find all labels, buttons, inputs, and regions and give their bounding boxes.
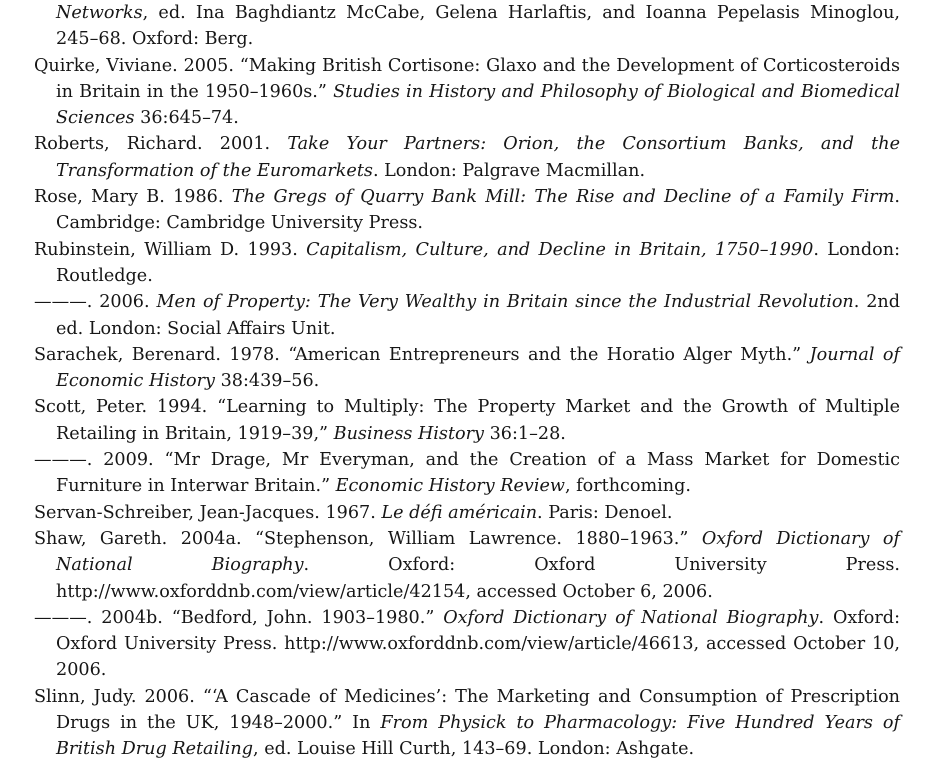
reference-entry [34,289,900,342]
reference-title-text: Men of Property: The Very Wealthy in Britain since the Industrial Revolution [156,292,854,313]
reference-text: , ed. Louise Hill Curth, 143–69. London: Ashgate. [253,739,695,760]
reference-text: 38:439–56. [214,371,320,392]
reference-text: 36:1–28. [483,423,566,444]
reference-text: Quirke, Viviane. 2005. “Making British Cortisone: Glaxo and the Development of Corticosteroids in Britain in the 1950–1960s.” [34,55,900,102]
reference-title-text: Take Your Partners: Orion, the Consortium Banks, and the Transformation of the Euromarkets [56,134,900,181]
reference-entry [34,53,900,132]
reference-text: Roberts, Richard. 2001. [34,134,288,155]
reference-title-text: Economic History Review [335,476,565,497]
reference-entry [34,394,900,447]
reference-title-text: Journal of Economic History [56,344,900,392]
reference-text: Rubinstein, William D. 1993. [34,239,307,260]
reference-text: 36:645–74. [134,108,239,129]
reference-title-text: Business History [333,423,484,444]
reference-text: Scott, Peter. 1994. “Learning to Multiply: The Property Market and the Growth of Multiple Retailing in Britain, 1919–39,” [34,397,900,444]
reference-title-text: Le défi américain [381,502,538,523]
reference-text: . Paris: Denoel. [537,502,673,523]
reference-title-text: Capitalism, Culture, and Decline in Britain, 1750–1990 [306,239,814,260]
reference-entry [34,0,900,53]
reference-entry [34,184,900,237]
reference-title-text: The Gregs of Quarry Bank Mill: The Rise and Decline of a Family Firm [231,187,895,208]
reference-text: ———. 2006. [34,292,157,313]
reference-title-text: Studies in History and Philosophy of Biological and Biomedical Sciences [56,81,900,129]
reference-entry [34,526,900,605]
reference-text: . Oxford: Oxford University Press. http://www.oxforddnb.com/view/article/46613, accessed October 10, 2006. [56,607,900,681]
reference-entry [34,131,900,184]
reference-text: . Cambridge: Cambridge University Press. [56,187,900,234]
reference-title-text: Oxford Dictionary of National Biography [443,607,819,628]
reference-title-text: Networks [56,3,143,23]
reference-text: Slinn, Judy. 2006. “‘A Cascade of Medicines’: The Marketing and Consumption of Prescription Drugs in the UK, 1948–2000.” In [34,686,900,734]
reference-title-text: From Physick to Pharmacology: Five Hundred Years of British Drug Retailing [56,713,900,760]
reference-text: . Oxford: Oxford University Press. http://www.oxforddnb.com/view/article/42154, accessed October 6, 2006. [56,555,900,602]
reference-text: Servan-Schreiber, Jean-Jacques. 1967. [34,502,382,523]
reference-text: ———. 2009. “Mr Drage, Mr Everyman, and the Creation of a Mass Market for Domestic Furniture in Interwar Britain.” [34,450,900,497]
reference-text: . London: Palgrave Macmillan. [372,160,646,181]
reference-text: , ed. Ina Baghdiantz McCabe, Gelena Harlaftis, and Ioanna Pepelasis Minoglou, 245–68. Oxford: Berg. [56,3,900,50]
reference-text: . 2nd ed. London: Social Affairs Unit. [56,292,900,339]
reference-text: Sarachek, Berenard. 1978. “American Entrepreneurs and the Horatio Alger Myth.” [34,344,810,365]
reference-text: , forthcoming. [564,476,691,497]
reference-title-text: Oxford Dictionary of National Biography [56,528,900,576]
reference-entry [34,605,900,684]
reference-text: Shaw, Gareth. 2004a. “Stephenson, William Lawrence. 1880–1963.” [34,528,702,549]
reference-entry [34,500,900,526]
reference-entry [34,447,900,500]
reference-text: . London: Routledge. [56,239,900,286]
reference-text: ———. 2004b. “Bedford, John. 1903–1980.” [34,607,444,628]
reference-text: Rose, Mary B. 1986. [34,187,232,208]
reference-entry [34,237,900,290]
reference-entry [34,342,900,395]
reference-entry [34,684,900,763]
bibliography-page [34,0,900,763]
